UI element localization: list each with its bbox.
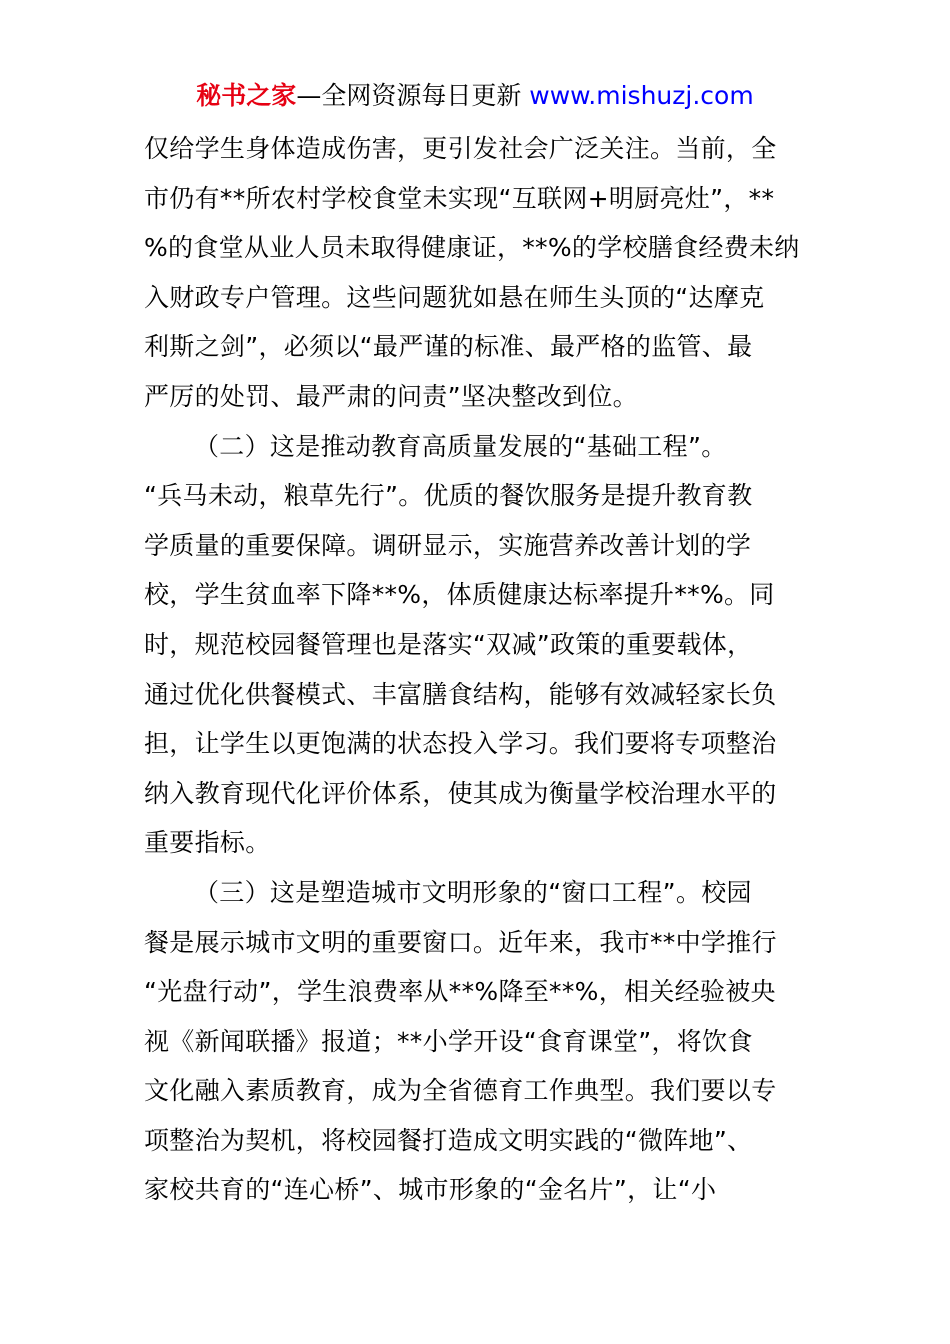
section-heading-3: （三）这是塑造城市文明形象的“窗口工程”。校园 xyxy=(194,877,752,907)
text-line: 重要指标。 xyxy=(144,828,271,858)
text-line: 文化融入素质教育，成为全省德育工作典型。我们要以专 xyxy=(144,1076,777,1106)
site-brand: 秘书之家 xyxy=(196,81,297,110)
text-line: 校，学生贫血率下降**%，体质健康达标率提升**%。同 xyxy=(144,580,775,610)
text-line: 严厉的处罚、最严肃的问责”坚决整改到位。 xyxy=(144,381,638,411)
site-header xyxy=(0,80,950,112)
text-line: 家校共育的“连心桥”、城市形象的“金名片”，让“小 xyxy=(144,1175,717,1205)
text-line: 纳入教育现代化评价体系，使其成为衡量学校治理水平的 xyxy=(144,778,777,808)
text-line: %的食堂从业人员未取得健康证，**%的学校膳食经费未纳 xyxy=(144,233,800,263)
text-line: 市仍有**所农村学校食堂未实现“互联网+明厨亮灶”，** xyxy=(144,183,775,213)
text-line: 入财政专户管理。这些问题犹如悬在师生头顶的“达摩克 xyxy=(144,282,765,312)
text-line: 利斯之剑”，必须以“最严谨的标准、最严格的监管、最 xyxy=(144,332,753,362)
text-line: 视《新闻联播》报道；**小学开设“食育课堂”，将饮食 xyxy=(144,1026,753,1056)
document-body xyxy=(144,124,814,1215)
text-line: 担，让学生以更饱满的状态投入学习。我们要将专项整治 xyxy=(144,729,777,759)
text-line: 通过优化供餐模式、丰富膳食结构，能够有效减轻家长负 xyxy=(144,679,777,709)
text-line: 餐是展示城市文明的重要窗口。近年来，我市**中学推行 xyxy=(144,927,777,957)
text-line: “兵马未动，粮草先行”。优质的餐饮服务是提升教育教 xyxy=(144,481,753,511)
site-url-link[interactable]: www.mishuzj.com xyxy=(529,81,754,110)
text-line: 项整治为契机，将校园餐打造成文明实践的“微阵地”、 xyxy=(144,1125,753,1155)
text-line: 仅给学生身体造成伤害，更引发社会广泛关注。当前，全 xyxy=(144,134,777,163)
text-line: 学质量的重要保障。调研显示，实施营养改善计划的学 xyxy=(144,530,752,560)
text-line: 时，规范校园餐管理也是落实“双减”政策的重要载体， xyxy=(144,629,753,659)
text-line: “光盘行动”，学生浪费率从**%降至**%，相关经验被央 xyxy=(144,977,776,1007)
site-slogan: —全网资源每日更新 xyxy=(296,81,530,110)
section-heading-2: （二）这是推动教育高质量发展的“基础工程”。 xyxy=(194,431,727,461)
